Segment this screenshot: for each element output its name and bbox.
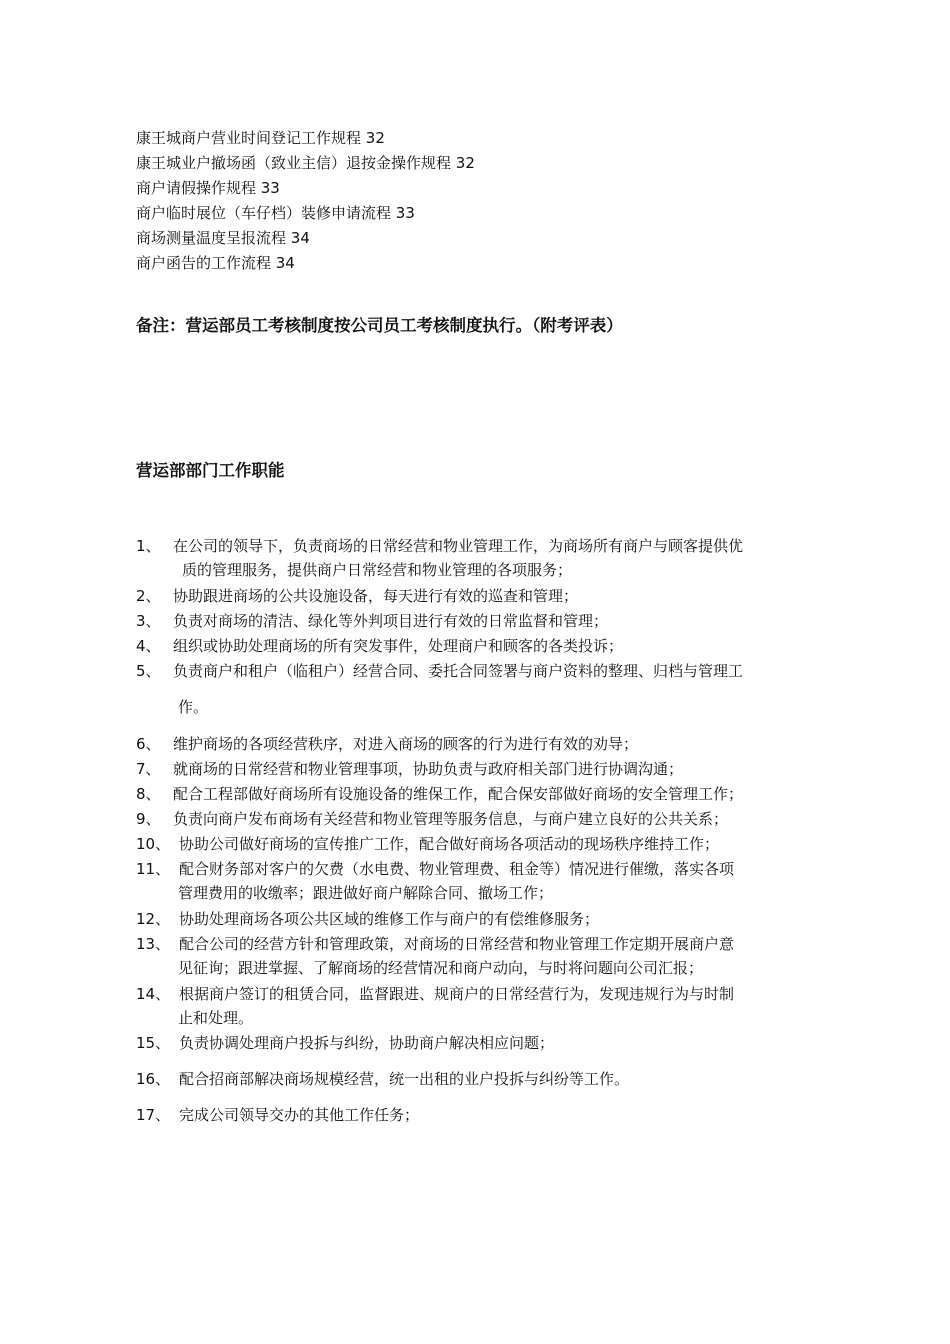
duty-text: 负责向商户发布商场有关经营和物业管理等服务信息，与商户建立良好的公共关系；: [173, 810, 729, 828]
duty-number: 5、: [136, 662, 161, 680]
duty-text: 维护商场的各项经营秩序，对进入商场的顾客的行为进行有效的劝导；: [173, 735, 639, 753]
toc-entry[interactable]: 康王城商户营业时间登记工作规程 32: [136, 129, 385, 147]
duty-number: 10、: [136, 835, 171, 853]
duty-item: [136, 982, 826, 1030]
duty-text-continued: 管理费用的收缴率；跟进做好商户解除合同、撤场工作；: [178, 884, 554, 902]
duty-text: 负责协调处理商户投拆与纠纷，协助商户解决相应问题；: [179, 1034, 555, 1052]
duty-number: 15、: [136, 1034, 171, 1052]
duty-text: 配合招商部解决商场规模经营，统一出租的业户投拆与纠纷等工作。: [179, 1070, 630, 1088]
section-heading: 营运部部门工作职能: [136, 461, 285, 480]
duty-text: 配合公司的经营方针和管理政策，对商场的日常经营和物业管理工作定期开展商户意: [179, 935, 735, 953]
duty-text: 协助处理商场各项公共区域的维修工作与商户的有偿维修服务；: [179, 910, 600, 928]
duty-number: 8、: [136, 785, 161, 803]
duty-text: 协助跟进商场的公共设施设备，每天进行有效的巡查和管理；: [173, 587, 579, 605]
duty-item: [136, 907, 826, 931]
assessment-note: 备注：营运部员工考核制度按公司员工考核制度执行。（附考评表）: [136, 316, 623, 335]
duty-text: 根据商户签订的租赁合同，监督跟进、规商户的日常经营行为，发现违规行为与时制: [179, 985, 735, 1003]
duty-item: [136, 584, 826, 608]
duty-item: [136, 659, 826, 719]
duty-item: [136, 609, 826, 633]
duty-number: 12、: [136, 910, 171, 928]
duty-number: 11、: [136, 860, 171, 878]
duty-text: 负责对商场的清洁、绿化等外判项目进行有效的日常监督和管理；: [173, 612, 609, 630]
duty-text: 负责商户和租户（临租户）经营合同、委托合同签署与商户资料的整理、归档与管理工: [173, 662, 744, 680]
duty-item: [136, 832, 826, 856]
toc-entry[interactable]: 康王城业户撤场函（致业主信）退按金操作规程 32: [136, 154, 475, 172]
duty-item: [136, 1031, 826, 1055]
duty-text: 完成公司领导交办的其他工作任务；: [179, 1106, 420, 1124]
duty-number: 2、: [136, 587, 161, 605]
duty-number: 17、: [136, 1106, 171, 1124]
duty-text: 组织或协助处理商场的所有突发事件，处理商户和顾客的各类投诉；: [173, 637, 624, 655]
duty-number: 13、: [136, 935, 171, 953]
duty-item: [136, 757, 826, 781]
duty-text-continued: 质的管理服务，提供商户日常经营和物业管理的各项服务；: [182, 561, 573, 579]
duty-item: [136, 732, 826, 756]
duty-item: [136, 782, 826, 806]
toc-entry[interactable]: 商户临时展位（车仔档）装修申请流程 33: [136, 204, 415, 222]
duty-text-continued: 止和处理。: [178, 1009, 254, 1027]
duty-text: 配合财务部对客户的欠费（水电费、物业管理费、租金等）情况进行催缴，落实各项: [179, 860, 735, 878]
toc-entry[interactable]: 商场测量温度呈报流程 34: [136, 229, 310, 247]
duty-number: 4、: [136, 637, 161, 655]
duty-number: 3、: [136, 612, 161, 630]
duty-item: [136, 634, 826, 658]
duty-number: 16、: [136, 1070, 171, 1088]
duty-text-continued: 见征询；跟进掌握、了解商场的经营情况和商户动向，与时将问题向公司汇报；: [178, 959, 704, 977]
duty-text-continued: 作。: [178, 698, 209, 716]
duty-number: 1、: [136, 537, 161, 555]
duty-number: 9、: [136, 810, 161, 828]
duty-item: [136, 1067, 826, 1091]
toc-entry[interactable]: 商户请假操作规程 33: [136, 179, 280, 197]
duty-item: [136, 807, 826, 831]
duty-number: 6、: [136, 735, 161, 753]
duty-number: 7、: [136, 760, 161, 778]
duty-text: 配合工程部做好商场所有设施设备的维保工作，配合保安部做好商场的安全管理工作；: [173, 785, 744, 803]
duty-text: 在公司的领导下，负责商场的日常经营和物业管理工作，为商场所有商户与顾客提供优: [173, 537, 744, 555]
duty-item: [136, 932, 826, 980]
duty-item: [136, 1103, 826, 1127]
duty-text: 协助公司做好商场的宣传推广工作，配合做好商场各项活动的现场秩序维持工作；: [179, 835, 720, 853]
duty-text: 就商场的日常经营和物业管理事项，协助负责与政府相关部门进行协调沟通；: [173, 760, 684, 778]
toc-entry[interactable]: 商户函告的工作流程 34: [136, 254, 295, 272]
table-of-contents: [136, 126, 836, 276]
duty-item: [136, 857, 826, 905]
duty-item: [136, 534, 826, 582]
duty-number: 14、: [136, 985, 171, 1003]
